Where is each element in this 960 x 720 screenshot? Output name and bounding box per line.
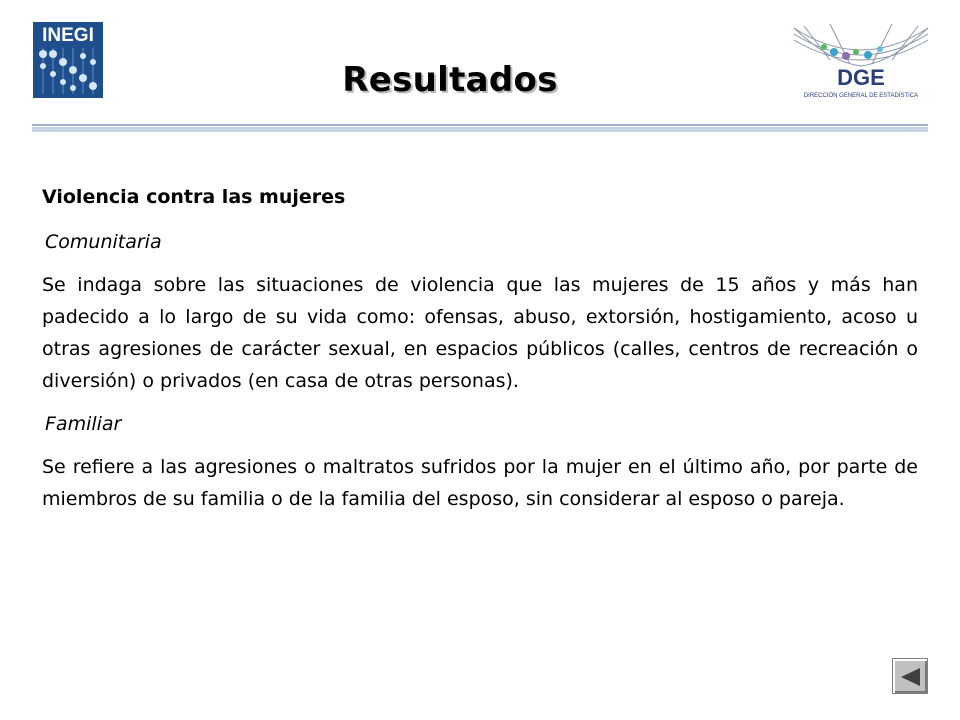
subheading-familiar: Familiar xyxy=(45,413,122,435)
inegi-logo-text: INEGI xyxy=(42,25,94,46)
slide-content xyxy=(42,184,918,515)
subheading-comunitaria: Comunitaria xyxy=(45,231,162,253)
dge-logo-subtitle: DIRECCIÓN GENERAL DE ESTADÍSTICA xyxy=(803,93,919,99)
section-heading: Violencia contra las mujeres xyxy=(42,186,346,208)
header-divider xyxy=(32,124,928,132)
triangle-left-icon xyxy=(901,668,920,686)
paragraph-comunitaria: Se indaga sobre las situaciones de violencia que las mujeres de 15 años y más han padecido a lo largo de su vida como: ofensas, abuso, extorsión, hostigamiento, acoso u otras agresiones de carácter sexual, en espacios públicos (calles, centros de recreación o diversión) o privados (en casa de otras personas). xyxy=(42,274,918,392)
paragraph-familiar: Se refiere a las agresiones o maltratos sufridos por la mujer en el último año, por parte de miembros de su familia o de la familia del esposo, sin considerar al esposo o pareja. xyxy=(42,456,918,510)
dge-logo-text: DGE xyxy=(837,65,885,90)
back-button[interactable] xyxy=(892,658,928,694)
page-title: Resultados xyxy=(342,60,558,100)
